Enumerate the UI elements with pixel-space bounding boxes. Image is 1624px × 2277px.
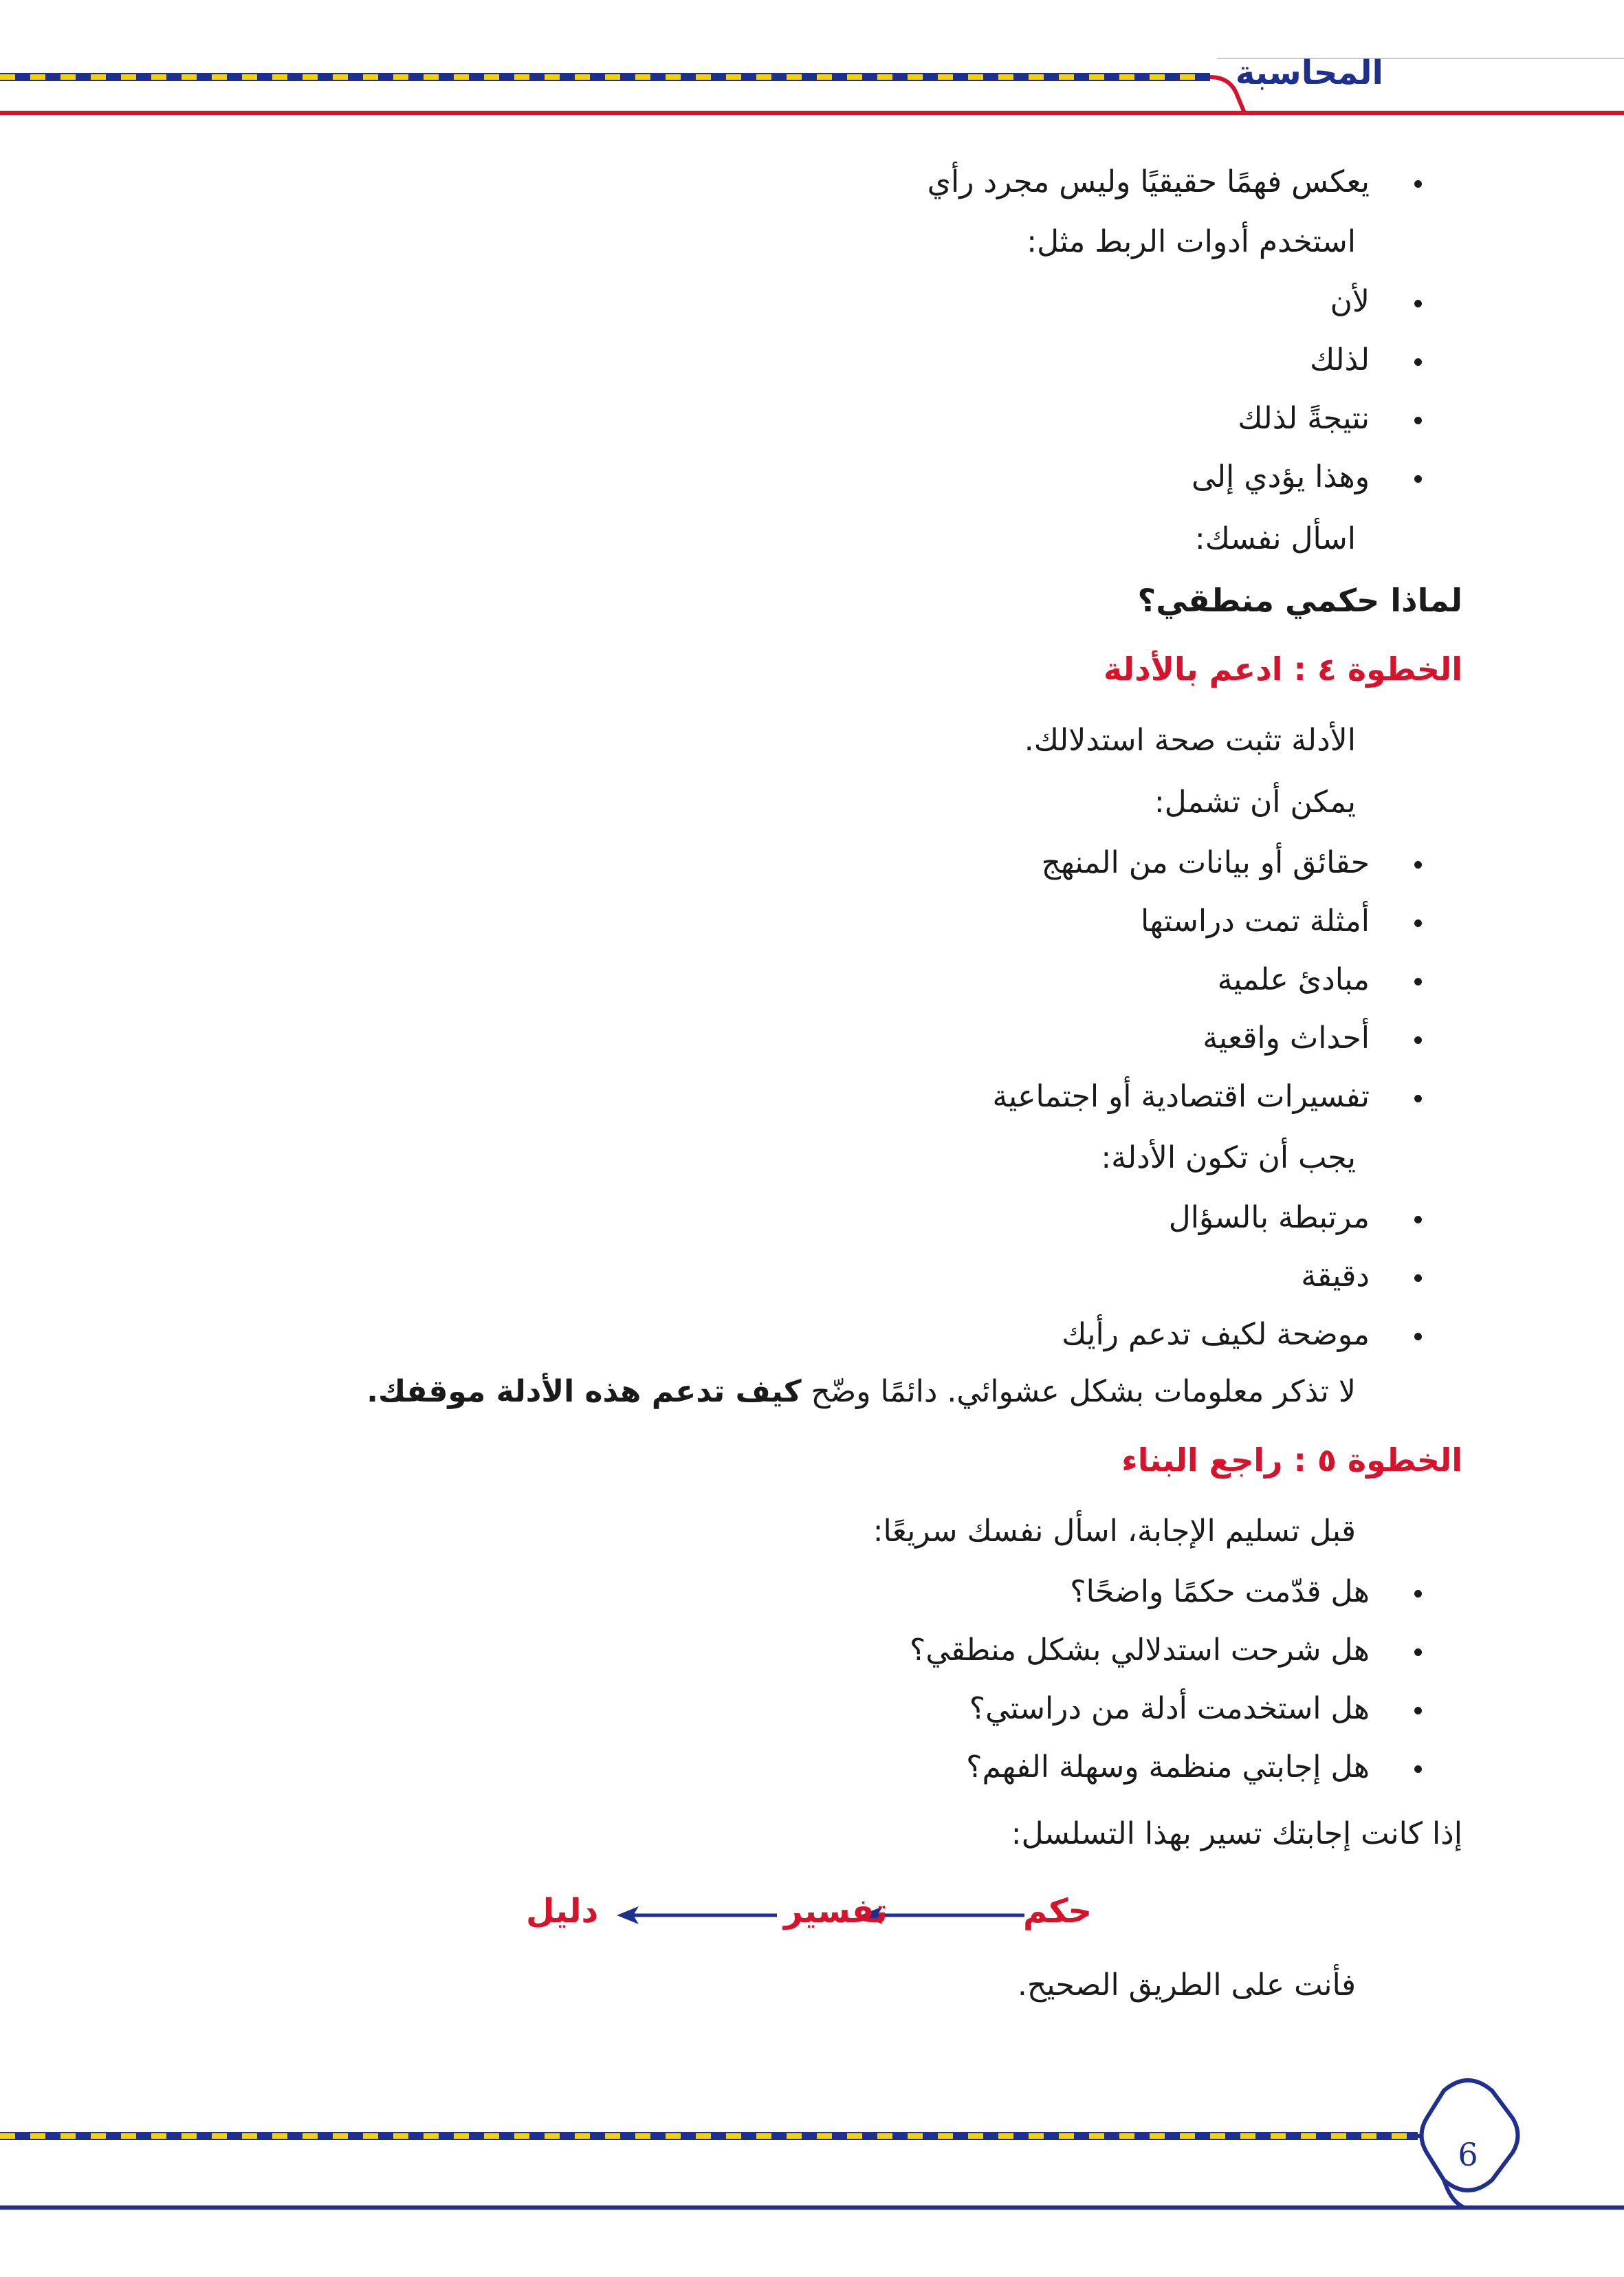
bullet-icon [1414,1036,1422,1044]
list-item: هل استخدمت أدلة من دراستي؟ [969,1691,1370,1726]
bullet-icon [1414,919,1422,927]
list-item: وهذا يؤدي إلى [1191,459,1370,494]
bullet-icon [1414,417,1422,424]
note-bold-evidence: هذه الأدلة موقفك. [366,1374,641,1409]
step4-para2: يمكن أن تشمل: [1154,785,1356,820]
connectors-intro: استخدم أدوات الربط مثل: [1027,224,1356,259]
bullet-icon [1414,1095,1422,1102]
step4-para1: الأدلة تثبت صحة استدلالك. [1024,723,1356,758]
flow-explanation: تفسير [784,1892,888,1930]
list-item: حقائق أو بيانات من المنهج [1041,845,1370,880]
page-footer [0,2063,1624,2274]
bullet-icon [1414,1707,1422,1714]
sequence-intro: إذا كانت إجابتك تسير بهذا التسلسل: [1011,1816,1462,1851]
requirements-intro: يجب أن تكون الأدلة: [1101,1140,1356,1175]
list-item: هل شرحت استدلالي بشكل منطقي؟ [909,1633,1370,1668]
bullet-icon [1414,978,1422,985]
list-item: لذلك [1310,342,1370,378]
bullet-icon [1414,475,1422,483]
flow-judgment: حكم [1023,1892,1093,1930]
list-item: دقيقة [1301,1259,1370,1294]
key-question: لماذا حكمي منطقي؟ [1137,582,1462,619]
step5-intro: قبل تسليم الإجابة، اسأل نفسك سريعًا: [873,1514,1356,1549]
note-bold-how: كيف [735,1374,802,1409]
list-item: موضحة لكيف تدعم رأيك [1062,1317,1370,1352]
flow-arrow-2 [615,1898,780,1932]
list-item: أحداث واقعية [1203,1021,1370,1056]
list-item: أمثلة تمت دراستها [1141,904,1370,939]
step4-note [366,1374,1356,1409]
list-item: نتيجةً لذلك [1238,401,1370,436]
bullet-icon [1414,180,1422,188]
list-item: مرتبطة بالسؤال [1168,1200,1370,1235]
bullet-icon [1414,358,1422,366]
page-number: 6 [1458,2136,1478,2173]
bullet-icon [1414,1274,1422,1282]
bullet-icon [1414,1765,1422,1773]
list-item: لأن [1330,284,1370,319]
list-item: يعكس فهمًا حقيقيًا وليس مجرد رأي [927,164,1370,199]
bullet-icon [1414,1648,1422,1656]
list-item: مبادئ علمية [1217,962,1370,997]
bullet-icon [1414,1333,1422,1340]
bullet-icon [1414,861,1422,869]
step5-heading: الخطوة ٥ : راجع البناء [1121,1441,1462,1479]
note-mid: تدعم [641,1374,736,1409]
step4-heading: الخطوة ٤ : ادعم بالأدلة [1104,651,1462,688]
header-title: المحاسبة [1235,54,1383,92]
conclusion: فأنت على الطريق الصحيح. [1017,1968,1356,2003]
note-text: لا تذكر معلومات بشكل عشوائي. دائمًا وضّح [801,1374,1356,1409]
bullet-icon [1414,1590,1422,1598]
ask-yourself: اسأل نفسك: [1194,521,1356,556]
bullet-icon [1414,300,1422,307]
footer-decoration [0,2063,1624,2274]
list-item: هل إجابتي منظمة وسهلة الفهم؟ [966,1750,1370,1785]
list-item: هل قدّمت حكمًا واضحًا؟ [1070,1574,1370,1609]
bullet-icon [1414,1216,1422,1223]
list-item: تفسيرات اقتصادية أو اجتماعية [992,1079,1370,1114]
flow-evidence: دليل [526,1892,599,1930]
